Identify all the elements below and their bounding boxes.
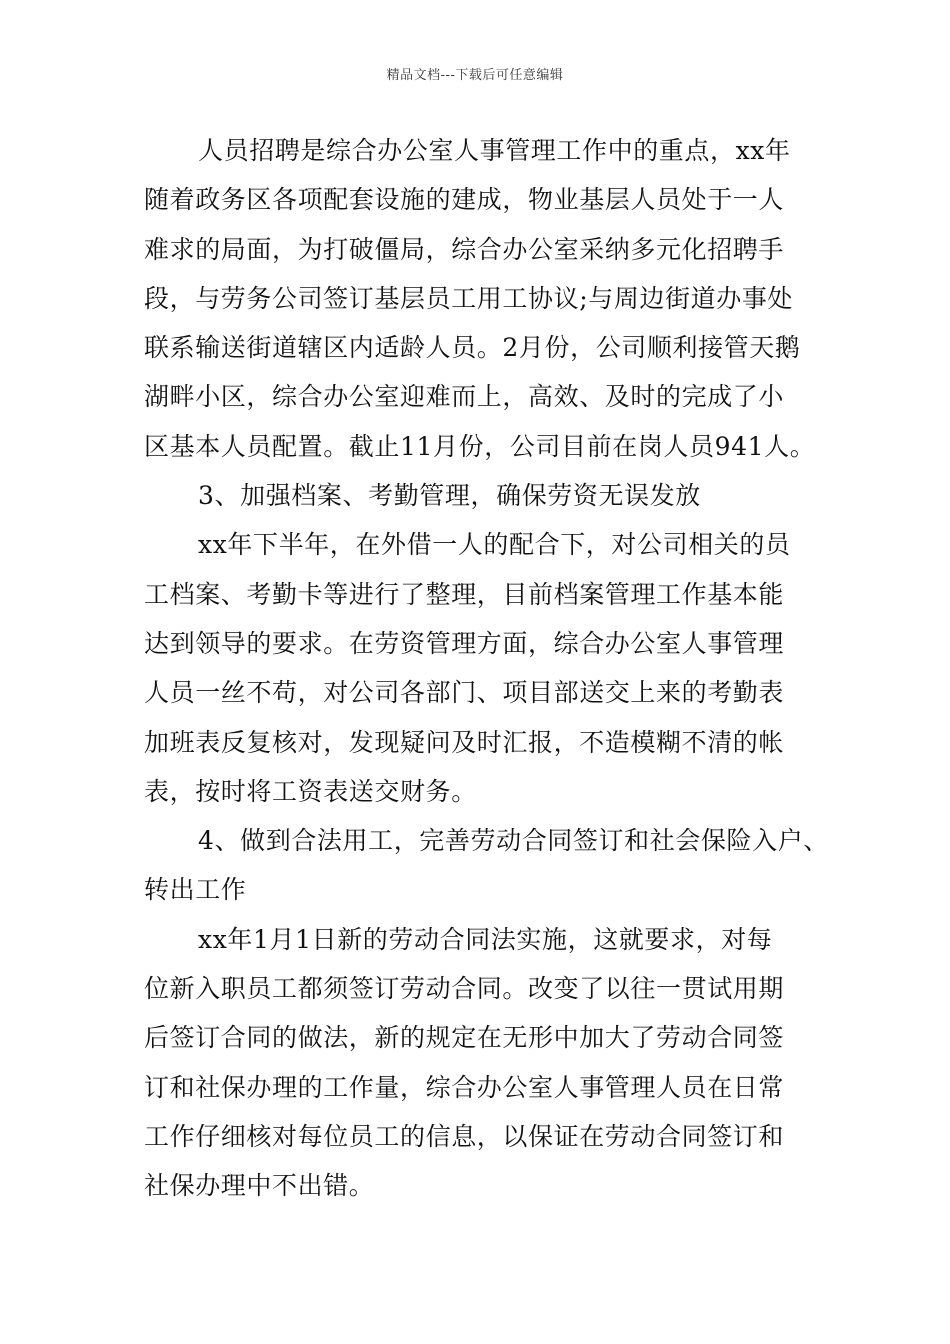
paragraph-line: 社保办理中不出错。 xyxy=(144,1171,375,1201)
paragraph-line: 人员招聘是综合办公室人事管理工作中的重点，xx年 xyxy=(198,136,791,165)
section-heading-4 xyxy=(144,816,829,915)
paragraph-line: 随着政务区各项配套设施的建成，物业基层人员处于一人 xyxy=(144,185,785,215)
paragraph-recruitment xyxy=(144,126,814,471)
heading-line: 转出工作 xyxy=(144,875,247,905)
paragraph-line: 人员一丝不苟，对公司各部门、项目部送交上来的考勤表 xyxy=(144,678,785,708)
paragraph-labor-contract xyxy=(144,915,814,1211)
paragraph-line: 湖畔小区，综合办公室迎难而上，高效、及时的完成了小 xyxy=(144,382,785,412)
paragraph-line: 区基本人员配置。截止11月份，公司目前在岗人员941人。 xyxy=(144,431,816,461)
paragraph-line: 达到领导的要求。在劳资管理方面，综合办公室人事管理 xyxy=(144,628,785,658)
paragraph-line: 位新入职员工都须签订劳动合同。改变了以往一贯试用期 xyxy=(144,974,785,1004)
heading-line: 3、加强档案、考勤管理，确保劳资无误发放 xyxy=(198,481,701,511)
page-header: 精品文档---下载后可任意编辑 xyxy=(386,68,564,83)
paragraph-line: 加班表反复核对，发现疑问及时汇报，不造模糊不清的帐 xyxy=(144,727,785,757)
heading-line: 4、做到合法用工，完善劳动合同签订和社会保险入户、 xyxy=(198,826,829,856)
paragraph-line: xx年下半年，在外借一人的配合下，对公司相关的员 xyxy=(198,530,791,560)
paragraph-line: 工作仔细核对每位员工的信息，以保证在劳动合同签订和 xyxy=(144,1121,785,1151)
paragraph-line: 订和社保办理的工作量，综合办公室人事管理人员在日常 xyxy=(144,1072,785,1102)
paragraph-line: 后签订合同的做法，新的规定在无形中加大了劳动合同签 xyxy=(144,1023,785,1053)
paragraph-line: 工档案、考勤卡等进行了整理，目前档案管理工作基本能 xyxy=(144,579,785,609)
paragraph-line: 段，与劳务公司签订基层员工用工协议;与周边街道办事处 xyxy=(144,283,794,313)
paragraph-line: xx年1月1日新的劳动合同法实施，这就要求，对每 xyxy=(198,924,773,954)
document-body xyxy=(144,126,829,1211)
section-heading-3 xyxy=(144,471,814,520)
paragraph-archives xyxy=(144,520,814,816)
paragraph-line: 联系输送街道辖区内适龄人员。2月份，公司顺利接管天鹅 xyxy=(144,333,801,363)
paragraph-line: 表，按时将工资表送交财务。 xyxy=(144,776,477,806)
paragraph-line: 难求的局面，为打破僵局，综合办公室采纳多元化招聘手 xyxy=(144,234,785,264)
